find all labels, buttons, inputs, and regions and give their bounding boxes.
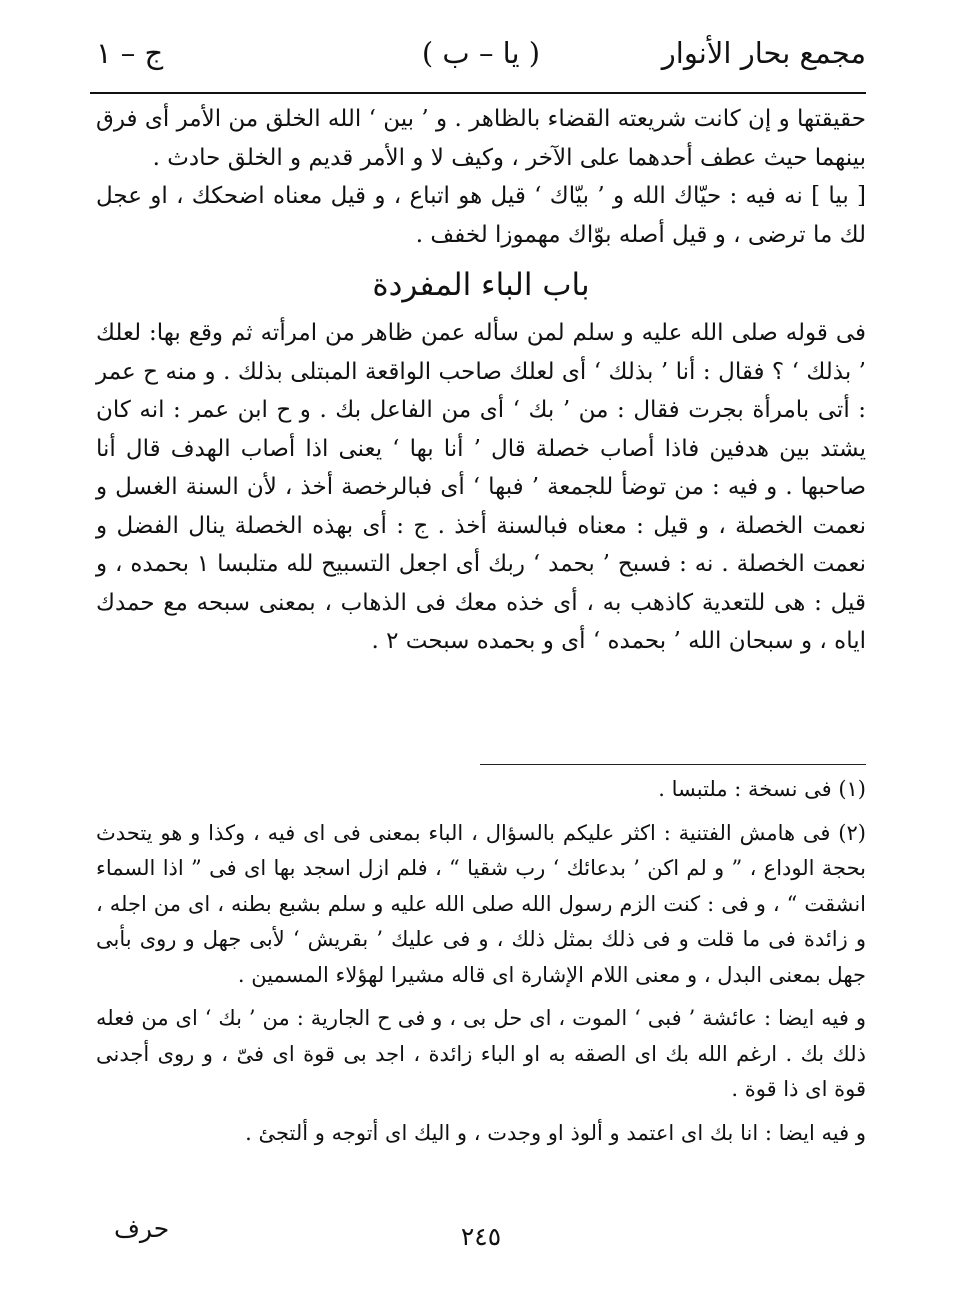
footnote: (١) فى نسخة : ملتبسا . <box>658 777 866 801</box>
footnote: و فيه ايضا : عائشة ’ فبى ‘ الموت ، اى حل بى ، و فى ح الجارية : من ’ بك ‘ اى من فعله ذلك بك . ارغم الله بك اى الصقه به او الباء زائدة ، اجد بى قوة اى فىّ ، و روى أجدنى قوة اى ذا قوة . <box>96 1006 866 1101</box>
footnote: و فيه ايضا : انا بك اى اعتمد و ألوذ او وجدت ، و اليك اى أتوجه و ألتجئ . <box>245 1120 866 1145</box>
page-number: ٢٤٥ <box>460 1222 502 1251</box>
footnote-rule <box>480 764 866 765</box>
catchword: حرف <box>114 1214 170 1243</box>
paragraph: حقيقتها و إن كانت شريعته القضاء بالظاهر . و ’ بين ‘ الله الخلق من الأمر أى فرق بينهما حيث عطف أحدهما على الآخر ، وكيف لا و الأمر قديم و الخلق حادث . <box>96 106 867 171</box>
book-title: مجمع بحار الأنوار <box>661 36 866 70</box>
main-text <box>96 100 866 661</box>
paragraph: [ بيا ] نه فيه : حيّاك الله و ’ بيّاك ‘ قيل هو اتباع ، و قيل معناه اضحكك ، او عجل لك ما ترضى ، و قيل أصله بوّاك مهموزا لخفف . <box>96 183 866 248</box>
footnotes <box>96 772 866 1159</box>
running-header <box>96 36 866 84</box>
header-rule <box>90 92 866 94</box>
paragraph: فى قوله صلى الله عليه و سلم لمن سأله عمن ظاهر من امرأته ثم وقع بها: لعلك ’ بذلك ‘ ؟ فقال : أنا ’ بذلك ‘ أى لعلك صاحب الواقعة المبتلى بذلك . و منه ح عمر : أتى بامرأة بجرت فقال : من ’ بك ‘ أى من الفاعل بك . و ح ابن عمر : انه كان يشتد بين هدفين فاذا أصاب خصلة قال ’ أنا بها ‘ يعنى اذا أصاب الهدف قال أنا صاحبها . و فيه : من توضأ للجمعة ’ فبها ‘ أى فبالرخصة أخذ ، لأن السنة الغسل و نعمت الخصلة ، و قيل : معناه فبالسنة أخذ . ج : أى بهذه الخصلة ينال الفضل و نعمت الخصلة . نه : فسبح ’ بحمد ‘ ربك أى اجعل التسبيح لله متلبسا ١ بحمده ، و قيل : هى للتعدية كاذهب به ، أى خذه معك فى الذهاب ، بمعنى سبحه مع حمدك اياه ، و سبحان الله ’ بحمده ‘ أى و بحمده سبحت ٢ . <box>96 320 866 654</box>
footnote: (٢) فى هامش الفتنية : اكثر عليكم بالسؤال ، الباء بمعنى فى اى فيه ، وكذا و هو يتحدث بحجة الوداع ، ” و لم اكن ’ بدعائك ‘ رب شقيا “ ، فلم ازل اسجد بها اى فى ” اذا السماء انشقت “ ، و فى : كنت الزم رسول الله صلى الله عليه و سلم بشبع بطنه ، اى من اجله ، و زائدة فى ما قلت و فى ذلك بمثل ذلك ، و فى عليك ’ بقريش ‘ لأبى جهل و روى بأبى جهل بمعنى البدل ، و معنى اللام الإشارة اى قاله مشيرا لهؤلاء المسمين . <box>96 820 866 987</box>
section-title: باب الباء المفردة <box>372 267 590 303</box>
volume-number: ج – ١ <box>96 36 164 70</box>
entry-range: ( يا – ب ) <box>421 36 541 70</box>
